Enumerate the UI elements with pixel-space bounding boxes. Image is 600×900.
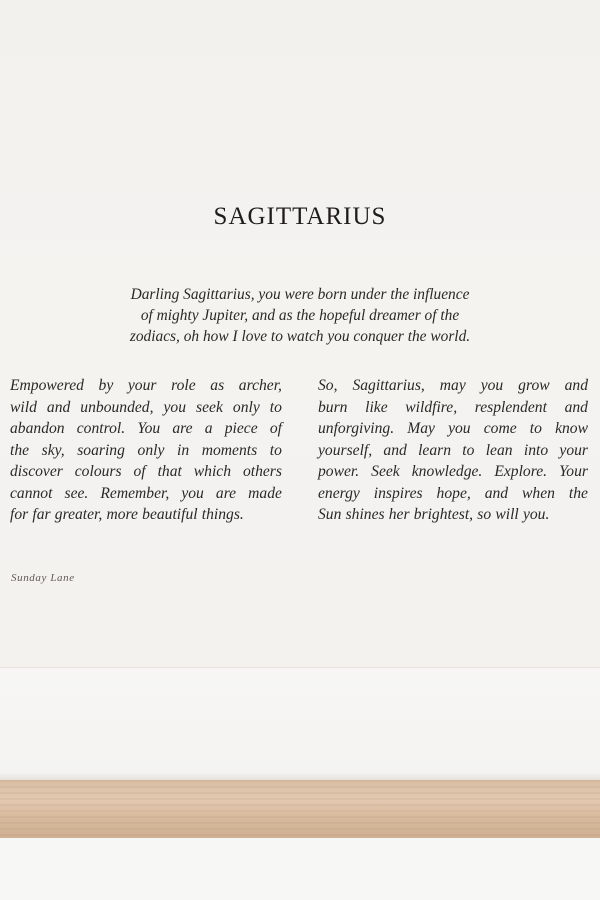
word: of [133,463,146,480]
wall-background [0,838,600,900]
word: colours [74,463,122,480]
word: learn [418,441,452,459]
word: Your [559,463,588,480]
word: your [127,377,157,394]
word: shines [345,506,385,523]
word: you. [522,506,550,523]
word: of [269,420,282,437]
word: and [564,377,588,394]
word: when [522,484,555,502]
word: her [388,506,410,523]
word: by [98,377,114,394]
word: You [137,420,161,437]
word: control. [76,420,126,437]
word: you [163,398,187,416]
word: sky, [41,441,65,459]
left-column-line [10,418,282,440]
right-column-line [318,461,588,483]
word: Explore. [494,463,548,480]
word: grow [518,377,550,394]
right-column-line [318,483,588,505]
word: seek [196,398,223,416]
word: in [176,441,190,459]
word: see. [64,484,89,502]
word: Seek [371,463,400,480]
word: Remember, [100,484,170,502]
word: resplendent [474,398,547,416]
right-column-line [318,397,588,419]
word: into [523,441,549,459]
wooden-frame-edge [0,780,600,838]
word: like [365,398,388,416]
word: more [106,506,138,523]
word: which [193,463,232,480]
word: to [269,441,282,459]
word: yourself, [318,441,373,459]
right-column-line [318,440,588,462]
word: will [495,506,519,523]
word: So, [318,377,338,394]
left-column-line [10,397,282,419]
word: burn [318,398,348,416]
word: hope, [436,484,471,502]
word: things. [201,506,244,523]
word: a [204,420,213,437]
right-column-line [318,418,588,440]
word: come [483,420,517,437]
word: you [181,484,204,502]
word: only [232,398,260,416]
word: to [529,420,542,437]
word: to [269,398,282,416]
word: abandon [10,420,65,437]
word: wildfire, [405,398,458,416]
frame-shadow [0,772,600,780]
word: greater, [54,506,103,523]
word: are [172,420,193,437]
word: beautiful [142,506,198,523]
word: energy [318,484,360,502]
word: moments [201,441,258,459]
word: know [555,420,588,437]
word: so [477,506,492,523]
word: others [242,463,282,480]
left-column-line [10,461,282,483]
frame-mat [0,668,600,780]
word: and [564,398,588,416]
word: your [559,441,588,459]
intro-line: of mighty Jupiter, and as the hopeful dreamer of the [140,307,460,324]
word: the [10,441,30,459]
word: and [484,484,509,502]
right-column [318,375,588,526]
word: Sagittarius, [352,377,425,394]
word: inspires [373,484,423,502]
word: soaring [77,441,125,459]
word: you [480,377,504,394]
intro-paragraph [90,284,510,347]
intro-line: Darling Sagittarius, you were born under the influence [130,286,470,303]
word: Empowered [10,377,84,394]
word: archer, [238,377,282,394]
word: knowledge. [411,463,483,480]
right-column-line [318,375,588,397]
word: may [439,377,466,394]
word: unbounded, [80,398,154,416]
word: power. [318,463,360,480]
left-column-line [10,440,282,462]
word: only [137,441,165,459]
intro-line: zodiacs, oh how I love to watch you conquer the world. [129,328,471,345]
word: Sun [318,506,342,523]
word: that [157,463,182,480]
word: discover [10,463,63,480]
word: May [407,420,435,437]
word: brightest, [413,506,474,523]
left-column-line [10,375,282,397]
word: made [248,484,282,502]
left-column-line [10,483,282,505]
left-column-line [10,504,282,526]
word: for [10,506,29,523]
left-column [10,375,282,526]
poem-title: SAGITTARIUS [213,203,387,230]
brand-signature: Sunday Lane [11,572,75,584]
word: are [215,484,237,502]
word: and [46,398,71,416]
right-column-line [318,504,588,526]
word: to [462,441,475,459]
word: and [383,441,407,459]
word: role [171,377,196,394]
word: piece [224,420,258,437]
word: as [210,377,225,394]
word: cannot [10,484,53,502]
word: wild [10,398,37,416]
word: you [448,420,471,437]
word: the [568,484,588,502]
word: lean [485,441,513,459]
word: far [32,506,51,523]
word: unforgiving. [318,420,395,437]
